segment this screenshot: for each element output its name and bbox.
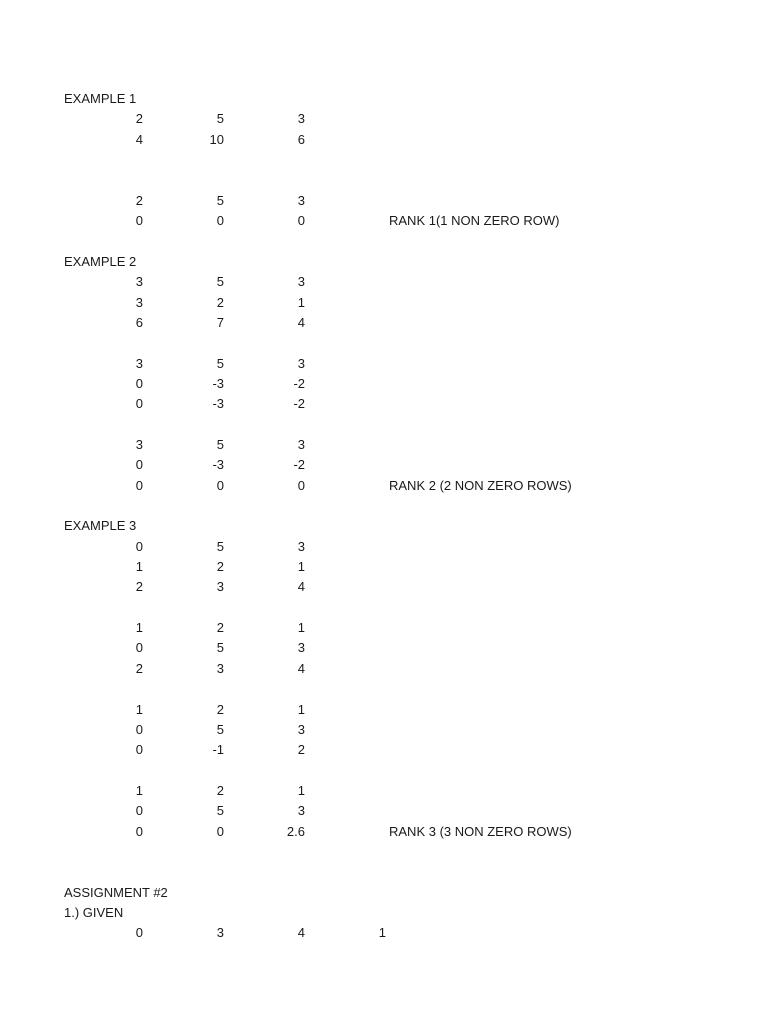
sheet-row bbox=[0, 659, 768, 679]
matrix-cell: 3 bbox=[297, 538, 305, 554]
matrix-cell: 1 bbox=[135, 701, 143, 717]
matrix-cell: 3 bbox=[297, 721, 305, 737]
matrix-cell: 1 bbox=[297, 559, 305, 575]
matrix-cell: 4 bbox=[135, 131, 143, 147]
sheet-row bbox=[0, 598, 768, 618]
matrix-cell: 0 bbox=[135, 925, 143, 941]
matrix-cell: 3 bbox=[216, 925, 224, 941]
matrix-cell: -3 bbox=[212, 375, 224, 391]
matrix-cell: 3 bbox=[297, 803, 305, 819]
matrix-cell: -1 bbox=[212, 742, 224, 758]
matrix-cell: -2 bbox=[293, 457, 305, 473]
matrix-cell: 3 bbox=[297, 436, 305, 452]
sheet-row bbox=[0, 476, 768, 496]
section-label: EXAMPLE 2 bbox=[64, 253, 137, 269]
matrix-cell: 3 bbox=[135, 436, 143, 452]
matrix-cell: 5 bbox=[216, 803, 224, 819]
section-label: EXAMPLE 1 bbox=[64, 91, 137, 106]
matrix-cell: 1 bbox=[378, 925, 386, 941]
sheet-row bbox=[0, 822, 768, 842]
matrix-cell: 2 bbox=[216, 782, 224, 798]
matrix-cell: 1 bbox=[297, 294, 305, 310]
matrix-cell: 5 bbox=[216, 640, 224, 656]
rank-note: RANK 2 (2 NON ZERO ROWS) bbox=[389, 477, 572, 493]
sheet-row bbox=[0, 435, 768, 455]
matrix-cell: 2 bbox=[216, 559, 224, 575]
matrix-cell: 0 bbox=[135, 457, 143, 473]
sheet-row bbox=[0, 537, 768, 557]
section-label: 1.) GIVEN bbox=[64, 905, 124, 920]
section-label: EXAMPLE 3 bbox=[64, 518, 137, 534]
matrix-cell: 6 bbox=[297, 131, 305, 147]
sheet-row bbox=[0, 618, 768, 638]
matrix-cell: 5 bbox=[216, 111, 224, 127]
matrix-cell: 2 bbox=[135, 579, 143, 595]
sheet-row bbox=[0, 638, 768, 658]
matrix-cell: 5 bbox=[216, 721, 224, 737]
matrix-cell: 7 bbox=[216, 314, 224, 330]
sheet-row bbox=[0, 577, 768, 597]
matrix-cell: 0 bbox=[297, 477, 305, 493]
matrix-cell: 2 bbox=[135, 660, 143, 676]
matrix-cell: 2 bbox=[216, 620, 224, 636]
matrix-cell: -2 bbox=[293, 375, 305, 391]
matrix-cell: 1 bbox=[297, 701, 305, 717]
sheet-row bbox=[0, 842, 768, 862]
sheet-row bbox=[0, 231, 768, 251]
sheet-row bbox=[0, 781, 768, 801]
rank-note: RANK 3 (3 NON ZERO ROWS) bbox=[389, 823, 572, 839]
sheet-row bbox=[0, 333, 768, 353]
sheet-row bbox=[0, 109, 768, 129]
sheet-row bbox=[0, 761, 768, 781]
sheet-row bbox=[0, 903, 768, 923]
matrix-cell: 0 bbox=[135, 721, 143, 737]
matrix-cell: 5 bbox=[216, 274, 224, 290]
matrix-cell: 0 bbox=[216, 477, 224, 493]
matrix-cell: 2 bbox=[216, 294, 224, 310]
matrix-cell: 4 bbox=[297, 314, 305, 330]
sheet-row bbox=[0, 293, 768, 313]
matrix-cell: 1 bbox=[135, 559, 143, 575]
matrix-cell: 4 bbox=[297, 579, 305, 595]
matrix-cell: 0 bbox=[135, 375, 143, 391]
matrix-cell: 2 bbox=[297, 742, 305, 758]
sheet-row bbox=[0, 354, 768, 374]
matrix-cell: 1 bbox=[135, 620, 143, 636]
matrix-cell: 0 bbox=[135, 396, 143, 412]
matrix-cell: 10 bbox=[209, 131, 224, 147]
sheet-row bbox=[0, 700, 768, 720]
matrix-cell: -3 bbox=[212, 457, 224, 473]
matrix-cell: 2 bbox=[216, 701, 224, 717]
matrix-cell: 5 bbox=[216, 192, 224, 208]
matrix-cell: 4 bbox=[297, 660, 305, 676]
sheet-row bbox=[0, 862, 768, 882]
matrix-cell: 2.6 bbox=[286, 823, 305, 839]
matrix-cell: 2 bbox=[135, 192, 143, 208]
sheet-row bbox=[0, 801, 768, 821]
matrix-cell: 3 bbox=[297, 111, 305, 127]
sheet-row bbox=[0, 923, 768, 943]
sheet-row bbox=[0, 415, 768, 435]
matrix-cell: 0 bbox=[216, 823, 224, 839]
matrix-cell: -3 bbox=[212, 396, 224, 412]
section-label: ASSIGNMENT #2 bbox=[64, 884, 168, 900]
sheet-row bbox=[0, 89, 768, 109]
matrix-cell: 1 bbox=[297, 620, 305, 636]
sheet-row bbox=[0, 394, 768, 414]
rank-note: RANK 1(1 NON ZERO ROW) bbox=[389, 213, 560, 229]
matrix-cell: 2 bbox=[135, 111, 143, 127]
matrix-cell: 3 bbox=[135, 355, 143, 371]
matrix-cell: 3 bbox=[297, 274, 305, 290]
matrix-cell: 3 bbox=[297, 640, 305, 656]
sheet-row bbox=[0, 211, 768, 231]
sheet-row bbox=[0, 679, 768, 699]
sheet-row bbox=[0, 313, 768, 333]
matrix-cell: -2 bbox=[293, 396, 305, 412]
matrix-cell: 0 bbox=[135, 640, 143, 656]
matrix-cell: 3 bbox=[216, 579, 224, 595]
matrix-cell: 3 bbox=[135, 274, 143, 290]
sheet-row bbox=[0, 191, 768, 211]
sheet-row bbox=[0, 557, 768, 577]
matrix-cell: 0 bbox=[135, 477, 143, 493]
matrix-cell: 6 bbox=[135, 314, 143, 330]
matrix-cell: 0 bbox=[297, 213, 305, 229]
matrix-cell: 1 bbox=[297, 782, 305, 798]
matrix-cell: 4 bbox=[297, 925, 305, 941]
sheet-row bbox=[0, 516, 768, 536]
matrix-cell: 0 bbox=[135, 742, 143, 758]
matrix-cell: 0 bbox=[135, 803, 143, 819]
matrix-cell: 5 bbox=[216, 355, 224, 371]
matrix-cell: 1 bbox=[135, 782, 143, 798]
matrix-cell: 0 bbox=[135, 538, 143, 554]
sheet-row bbox=[0, 272, 768, 292]
matrix-cell: 0 bbox=[135, 823, 143, 839]
sheet-row bbox=[0, 496, 768, 516]
sheet-row bbox=[0, 170, 768, 190]
sheet-row bbox=[0, 150, 768, 170]
sheet-row bbox=[0, 455, 768, 475]
matrix-cell: 3 bbox=[297, 355, 305, 371]
sheet-row bbox=[0, 374, 768, 394]
sheet-row bbox=[0, 720, 768, 740]
matrix-cell: 3 bbox=[216, 660, 224, 676]
sheet-row bbox=[0, 740, 768, 760]
matrix-cell: 0 bbox=[216, 213, 224, 229]
matrix-cell: 3 bbox=[135, 294, 143, 310]
sheet-row bbox=[0, 252, 768, 272]
sheet-row bbox=[0, 130, 768, 150]
sheet-row bbox=[0, 883, 768, 903]
matrix-cell: 5 bbox=[216, 436, 224, 452]
matrix-cell: 5 bbox=[216, 538, 224, 554]
matrix-cell: 0 bbox=[135, 213, 143, 229]
matrix-cell: 3 bbox=[297, 192, 305, 208]
